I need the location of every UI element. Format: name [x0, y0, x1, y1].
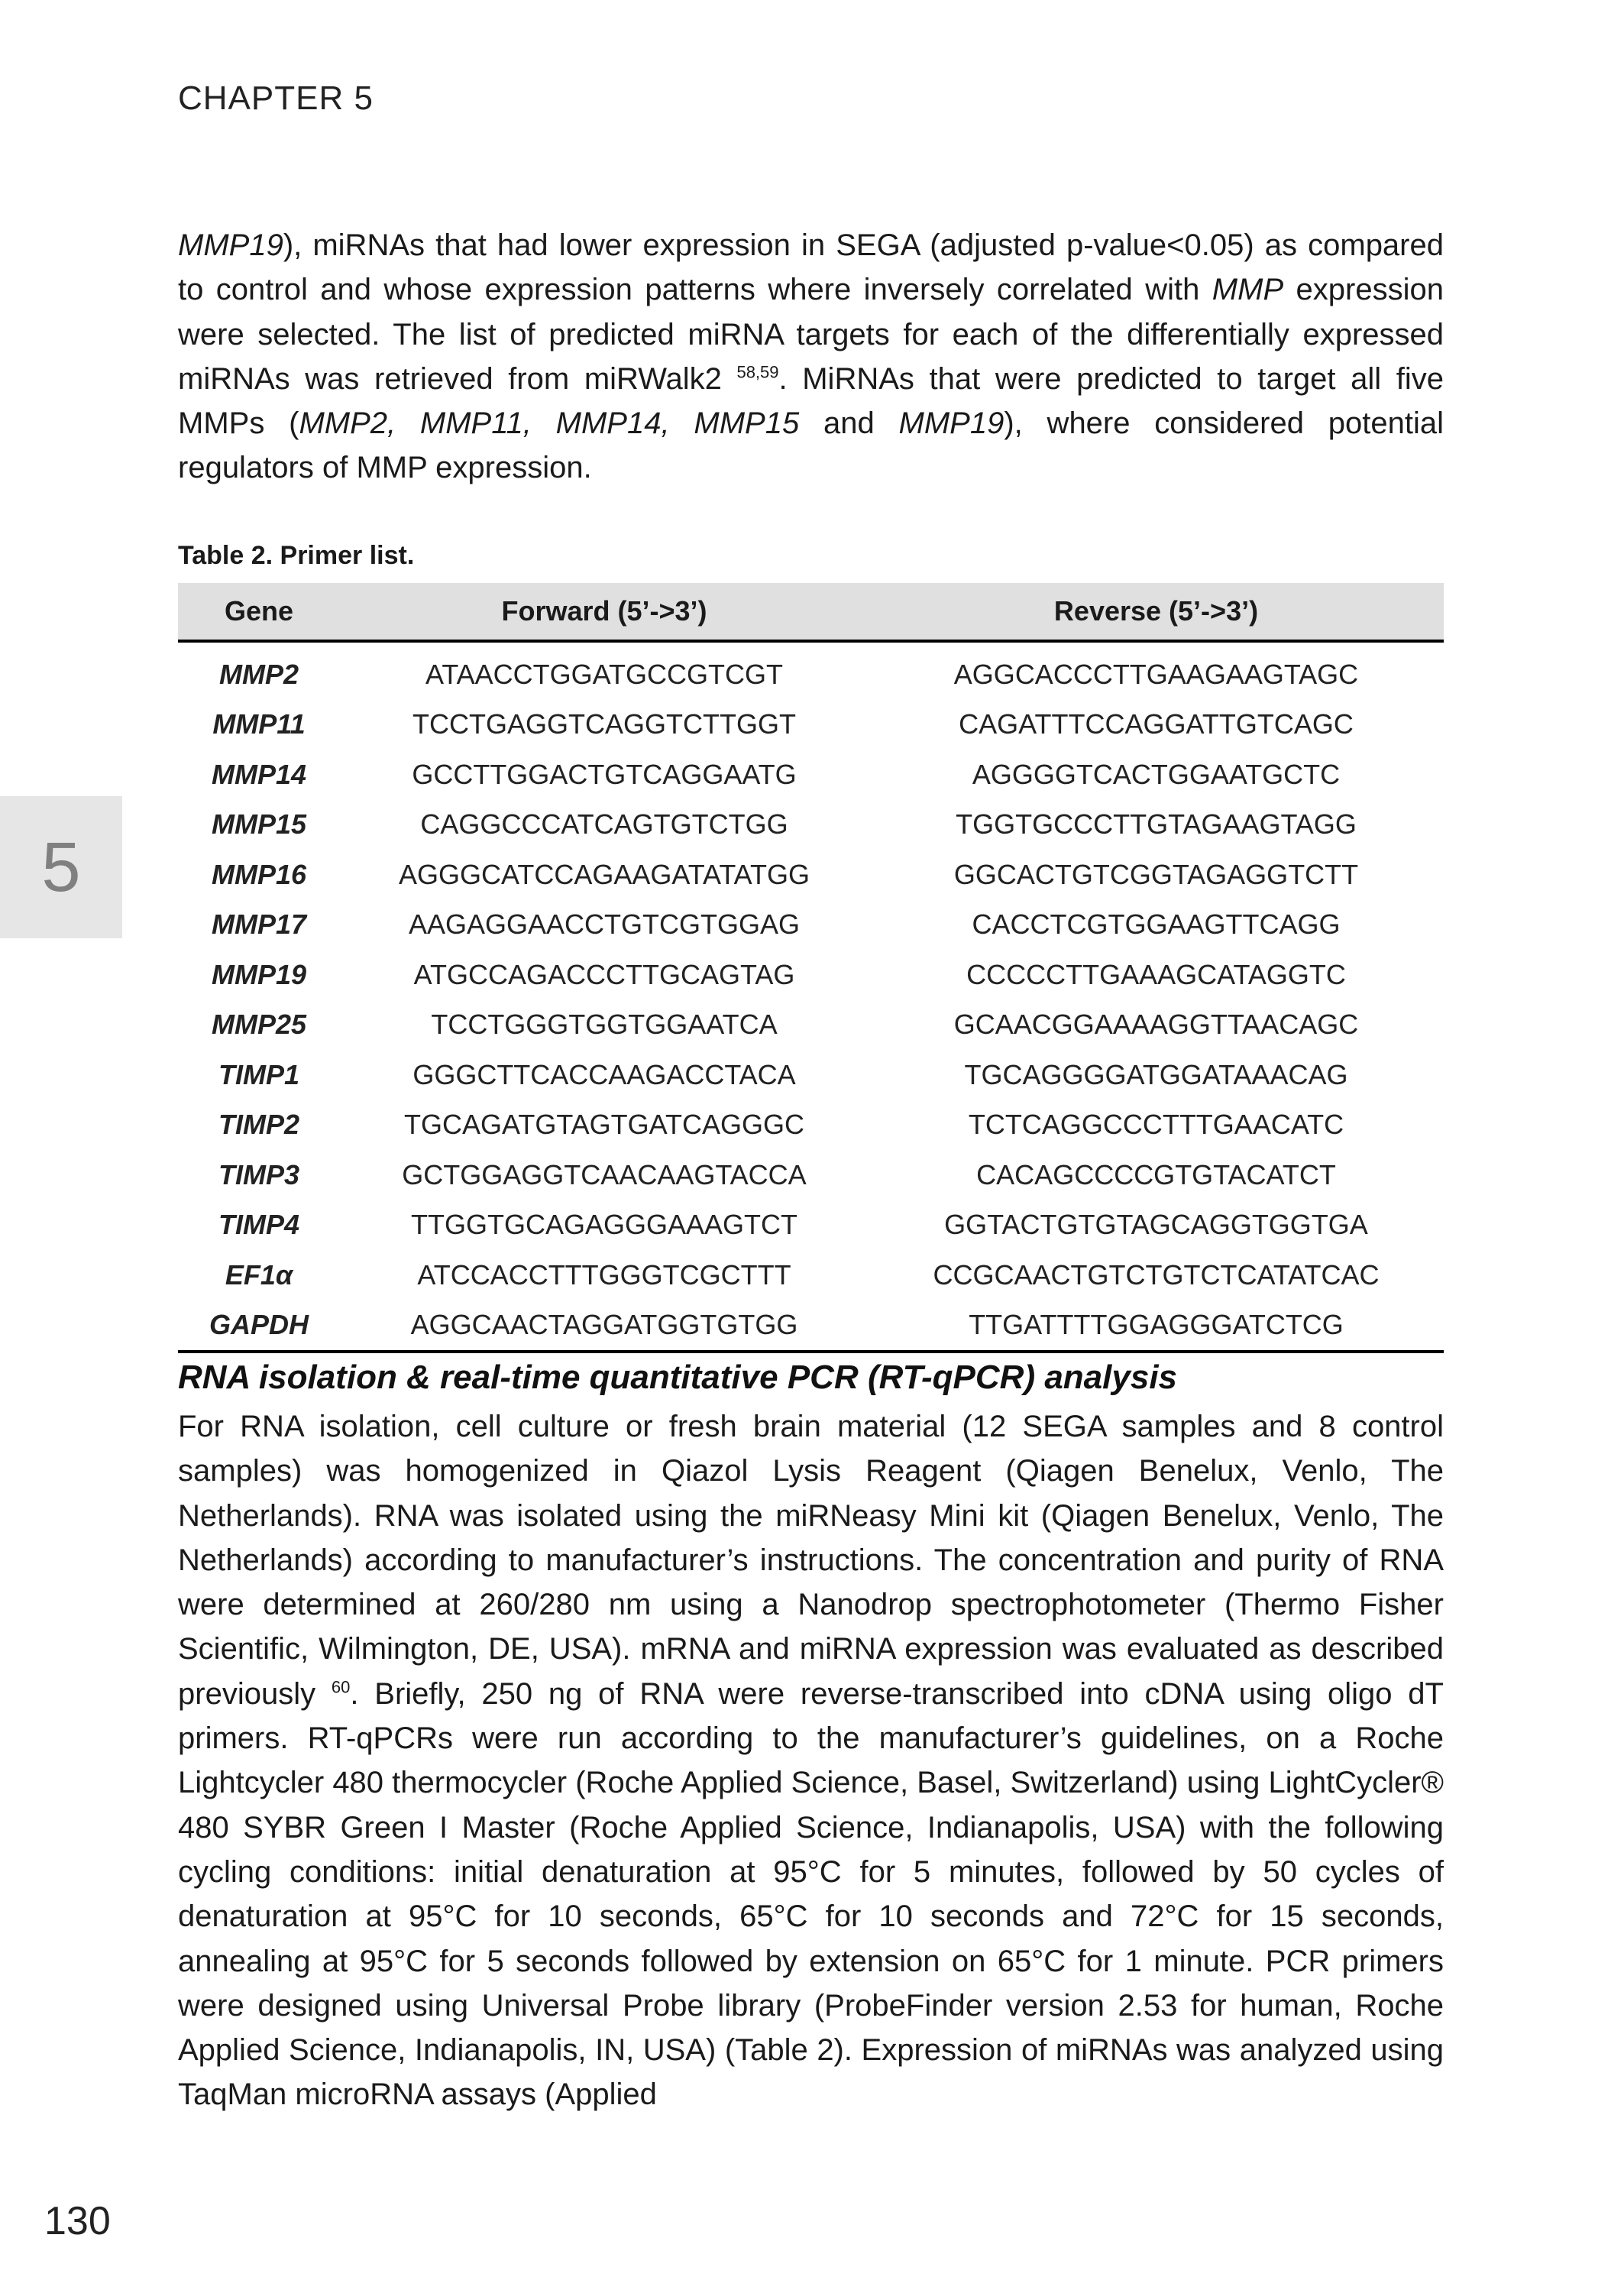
table-row — [178, 1300, 1444, 1352]
gene-cell: TIMP3 — [218, 1158, 299, 1190]
citation-ref: 60 — [331, 1677, 351, 1697]
table-row — [178, 1000, 1444, 1051]
header-forward: Forward (5’->3’) — [340, 583, 869, 641]
table-row — [178, 750, 1444, 800]
reverse-primer-cell: TCTCAGGCCCTTTGAACATC — [968, 1109, 1344, 1141]
header-reverse: Reverse (5’->3’) — [869, 583, 1444, 641]
primer-table — [178, 583, 1444, 1353]
forward-primer-cell: TCCTGAGGTCAGGTCTTGGT — [412, 708, 796, 740]
table-row — [178, 850, 1444, 900]
gene-cell: TIMP4 — [218, 1209, 299, 1241]
running-head: CHAPTER 5 — [178, 79, 374, 117]
text-run: For RNA isolation, cell culture or fresh brain material (12 SEGA samples and 8 control samples) was homogenized in Qiazol Lysis Reagent (Qiagen Benelux, Venlo, The Netherlands). RNA was isolated using the miRNeasy Mini kit (Qiagen Benelux, Venlo, The Netherlands) according to manufacturer’s instructions. The concentration and purity of RNA were determined at 260/280 nm using a Nanodrop spectrophotometer (Thermo Fisher Scientific, Wilmington, DE, USA). mRNA and miRNA expression was evaluated as described previously — [178, 1410, 1444, 1711]
text-run: ), where considered potential regulators of MMP expression. — [178, 406, 1444, 485]
reverse-primer-cell: CAGATTTCCAGGATTGTCAGC — [959, 708, 1354, 740]
gene-name: MMP19 — [898, 406, 1004, 441]
reverse-primer-cell: GGCACTGTCGGTAGAGGTCTT — [953, 858, 1359, 890]
text-run: ), miRNAs that had lower expression in SEGA (adjusted p-value<0.05) as compared to control and whose expression patterns where inversely correlated with — [178, 228, 1444, 307]
forward-primer-cell: TTGGTGCAGAGGGAAAGTCT — [410, 1209, 798, 1241]
header-gene: Gene — [178, 583, 340, 641]
methods-paragraph — [178, 1404, 1444, 2117]
text-run: and — [799, 406, 899, 441]
forward-primer-cell: ATAACCTGGATGCCGTCGT — [425, 658, 783, 690]
reverse-primer-cell: CACAGCCCCGTGTACATCT — [976, 1158, 1336, 1190]
gene-cell: MMP11 — [212, 708, 306, 740]
reverse-primer-cell: TTGATTTTGGAGGGATCTCG — [869, 1300, 1444, 1352]
gene-cell: MMP15 — [211, 808, 307, 840]
reverse-primer-cell: TGGTGCCCTTGTAGAAGTAGG — [956, 808, 1357, 840]
chapter-tab-number: 5 — [41, 827, 81, 906]
gene-name: MMP — [1212, 273, 1284, 307]
section-heading: RNA isolation & real-time quantitative PCR (RT-qPCR) analysis — [178, 1359, 1178, 1396]
forward-primer-cell: GGGCTTCACCAAGACCTACA — [412, 1058, 796, 1090]
text-run: . Briefly, 250 ng of RNA were reverse-transcribed into cDNA using oligo dT primers. RT-qPCRs were run according to the manufacturer’s guidelines, on a Roche Lightcycler 480 thermocycler (Roche Applied Science, Basel, Switzerland) using LightCycler® 480 SYBR Green I Master (Roche Applied Science, Indianapolis, USA) with the following cycling conditions: initial denaturation at 95°C for 5 minutes, followed by 50 cycles of denaturation at 95°C for 10 seconds, 65°C for 10 seconds and 72°C for 15 seconds, annealing at 95°C for 5 seconds followed by extension on 65°C for 1 minute. PCR primers were designed using Universal Probe library (ProbeFinder version 2.53 for human, Roche Applied Science, Indianapolis, IN, USA) (Table 2). Expression of miRNAs was analyzed using TaqMan microRNA assays (Applied — [178, 1676, 1444, 2112]
table-row — [178, 1200, 1444, 1251]
forward-primer-cell: AGGGCATCCAGAAGATATATGG — [398, 858, 810, 890]
forward-primer-cell: CAGGCCCATCAGTGTCTGG — [420, 808, 788, 840]
reverse-primer-cell: CCGCAACTGTCTGTCTCATATCAC — [933, 1258, 1380, 1291]
forward-primer-cell: AGGCAACTAGGATGGTGTGG — [340, 1300, 869, 1352]
gene-cell: MMP17 — [211, 908, 307, 941]
gene-cell: MMP14 — [211, 758, 307, 790]
gene-cell: MMP16 — [211, 858, 307, 890]
citation-ref: 58,59 — [736, 362, 779, 382]
gene-cell: MMP2 — [218, 658, 299, 690]
table-row — [178, 700, 1444, 750]
gene-cell: EF1α — [225, 1258, 293, 1291]
table-row — [178, 800, 1444, 850]
chapter-tab — [0, 796, 122, 938]
table-row — [178, 1250, 1444, 1300]
forward-primer-cell: GCTGGAGGTCAACAAGTACCA — [402, 1158, 807, 1190]
table-header-row — [178, 583, 1444, 641]
page-number: 130 — [44, 2199, 111, 2243]
table-row — [178, 1100, 1444, 1151]
reverse-primer-cell: CACCTCGTGGAAGTTCAGG — [972, 908, 1341, 941]
gene-cell: MMP19 — [211, 958, 307, 990]
forward-primer-cell: TGCAGATGTAGTGATCAGGGC — [403, 1109, 804, 1141]
table-caption: Table 2. Primer list. — [178, 541, 415, 570]
reverse-primer-cell: CCCCCTTGAAAGCATAGGTC — [966, 958, 1346, 990]
gene-cell: GAPDH — [178, 1300, 340, 1352]
forward-primer-cell: ATGCCAGACCCTTGCAGTAG — [413, 958, 795, 990]
forward-primer-cell: TCCTGGGTGGTGGAATCA — [431, 1009, 778, 1041]
reverse-primer-cell: AGGCACCCTTGAAGAAGTAGC — [953, 658, 1359, 690]
gene-cell: TIMP2 — [218, 1109, 299, 1141]
reverse-primer-cell: TGCAGGGGATGGATAAACAG — [964, 1058, 1348, 1090]
forward-primer-cell: GCCTTGGACTGTCAGGAATG — [412, 758, 797, 790]
text-run: . MiRNAs that were predicted to target all five MMPs ( — [178, 361, 1444, 441]
gene-cell: MMP25 — [211, 1009, 307, 1041]
table-row — [178, 1150, 1444, 1200]
gene-cell: TIMP1 — [218, 1058, 299, 1090]
reverse-primer-cell: GCAACGGAAAAGGTTAACAGC — [953, 1009, 1359, 1041]
table-row — [178, 1050, 1444, 1100]
table-row — [178, 641, 1444, 700]
intro-paragraph-block — [178, 223, 1444, 491]
table-row — [178, 950, 1444, 1000]
gene-name: MMP2, MMP11, MMP14, MMP15 — [299, 406, 800, 441]
forward-primer-cell: AAGAGGAACCTGTCGTGGAG — [408, 908, 801, 941]
text-run: expression were selected. The list of predicted miRNA targets for each of the differentially expressed miRNAs was retrieved from miRWalk2 — [178, 273, 1444, 396]
intro-paragraph — [178, 223, 1444, 491]
table-row — [178, 900, 1444, 951]
methods-paragraph-block — [178, 1404, 1444, 2117]
forward-primer-cell: ATCCACCTTTGGGTCGCTTT — [417, 1258, 791, 1291]
reverse-primer-cell: AGGGGTCACTGGAATGCTC — [972, 758, 1341, 790]
reverse-primer-cell: GGTACTGTGTAGCAGGTGGTGA — [944, 1209, 1368, 1241]
gene-name: MMP19 — [178, 228, 283, 262]
